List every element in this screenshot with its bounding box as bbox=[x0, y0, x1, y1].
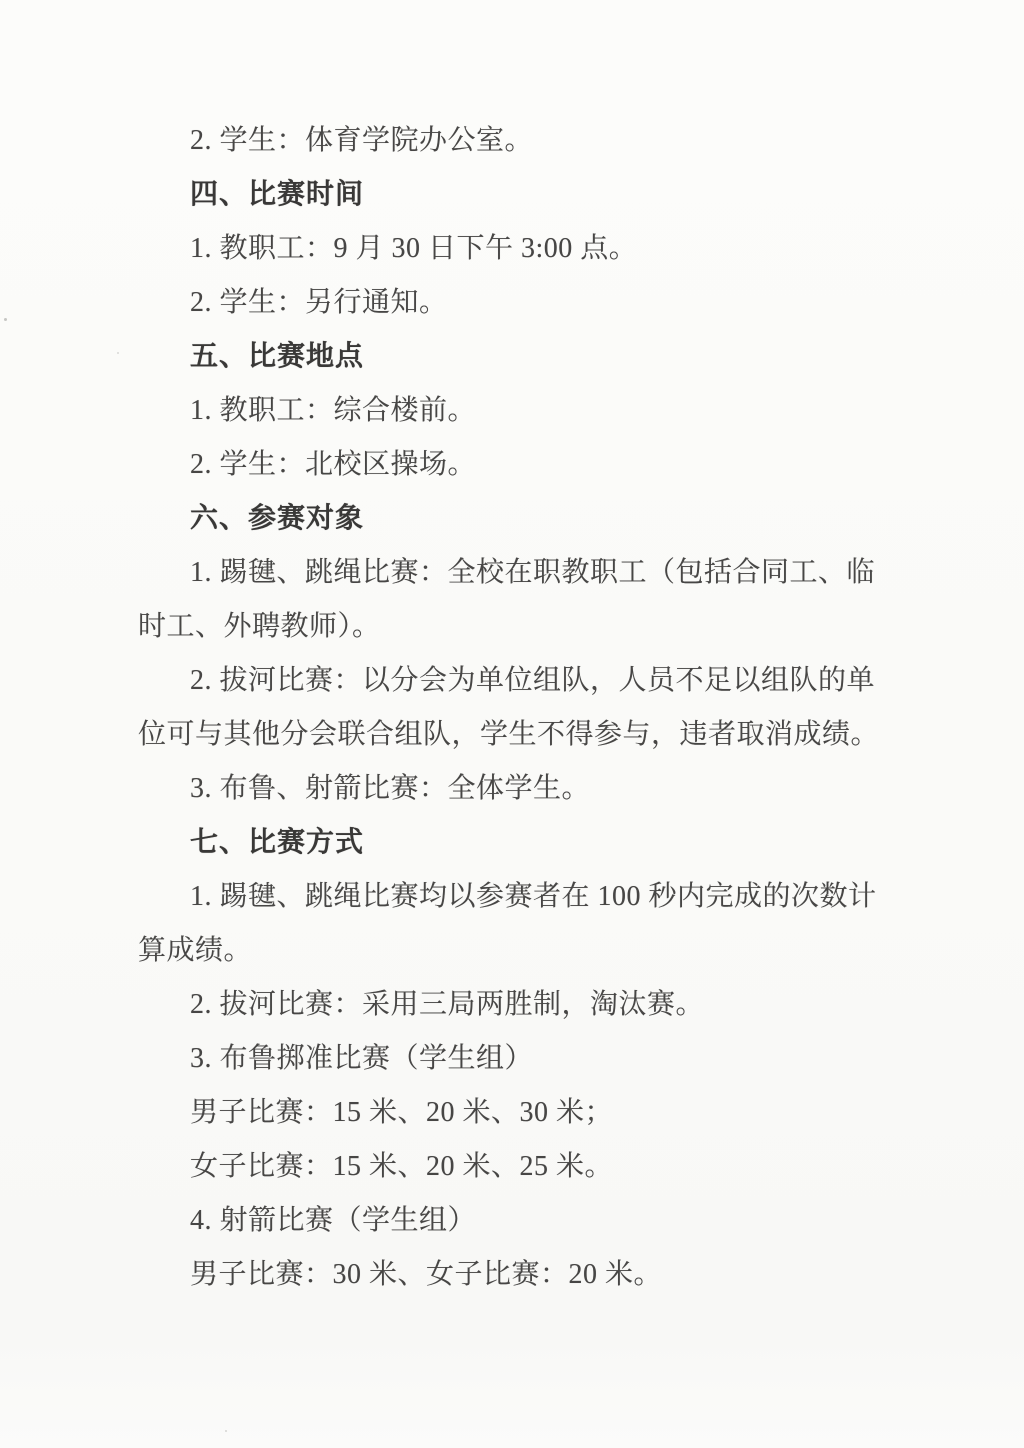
section-heading-participants: 六、参赛对象 bbox=[190, 503, 365, 534]
item-shuttlecock-rope-participants-line1: 1. 踢毽、跳绳比赛：全校在职教职工（包括合同工、临 bbox=[190, 557, 876, 588]
item-bulu-archery-participants: 3. 布鲁、射箭比赛：全体学生。 bbox=[190, 773, 591, 804]
item-format-shuttlecock-line2: 算成绩。 bbox=[138, 935, 253, 966]
item-archery-distances: 男子比赛：30 米、女子比赛：20 米。 bbox=[190, 1259, 663, 1290]
item-student-time: 2. 学生：另行通知。 bbox=[190, 287, 448, 318]
item-bulu-men-distances: 男子比赛：15 米、20 米、30 米； bbox=[190, 1097, 614, 1128]
item-staff-time: 1. 教职工：9 月 30 日下午 3:00 点。 bbox=[190, 233, 638, 264]
item-staff-place: 1. 教职工：综合楼前。 bbox=[190, 395, 477, 426]
section-heading-match-format: 七、比赛方式 bbox=[190, 827, 365, 858]
scan-speck bbox=[117, 352, 119, 354]
item-format-archery: 4. 射箭比赛（学生组） bbox=[190, 1205, 477, 1236]
item-student-office: 2. 学生：体育学院办公室。 bbox=[190, 125, 534, 156]
item-student-place: 2. 学生：北校区操场。 bbox=[190, 449, 477, 480]
item-tugofwar-participants-line2: 位可与其他分会联合组队，学生不得参与，违者取消成绩。 bbox=[138, 719, 880, 750]
scan-speck bbox=[4, 318, 7, 321]
item-format-shuttlecock-line1: 1. 踢毽、跳绳比赛均以参赛者在 100 秒内完成的次数计 bbox=[190, 881, 877, 912]
item-shuttlecock-rope-participants-line2: 时工、外聘教师）。 bbox=[138, 611, 381, 642]
item-bulu-women-distances: 女子比赛：15 米、20 米、25 米。 bbox=[190, 1151, 614, 1182]
document-text-block bbox=[138, 114, 898, 1302]
section-heading-match-place: 五、比赛地点 bbox=[190, 341, 365, 372]
scan-speck bbox=[225, 1430, 227, 1432]
item-format-tugofwar: 2. 拔河比赛：采用三局两胜制，淘汰赛。 bbox=[190, 989, 705, 1020]
section-heading-match-time: 四、比赛时间 bbox=[190, 179, 365, 210]
item-format-bulu-throwing: 3. 布鲁掷准比赛（学生组） bbox=[190, 1043, 534, 1074]
item-tugofwar-participants-line1: 2. 拔河比赛：以分会为单位组队，人员不足以组队的单 bbox=[190, 665, 876, 696]
